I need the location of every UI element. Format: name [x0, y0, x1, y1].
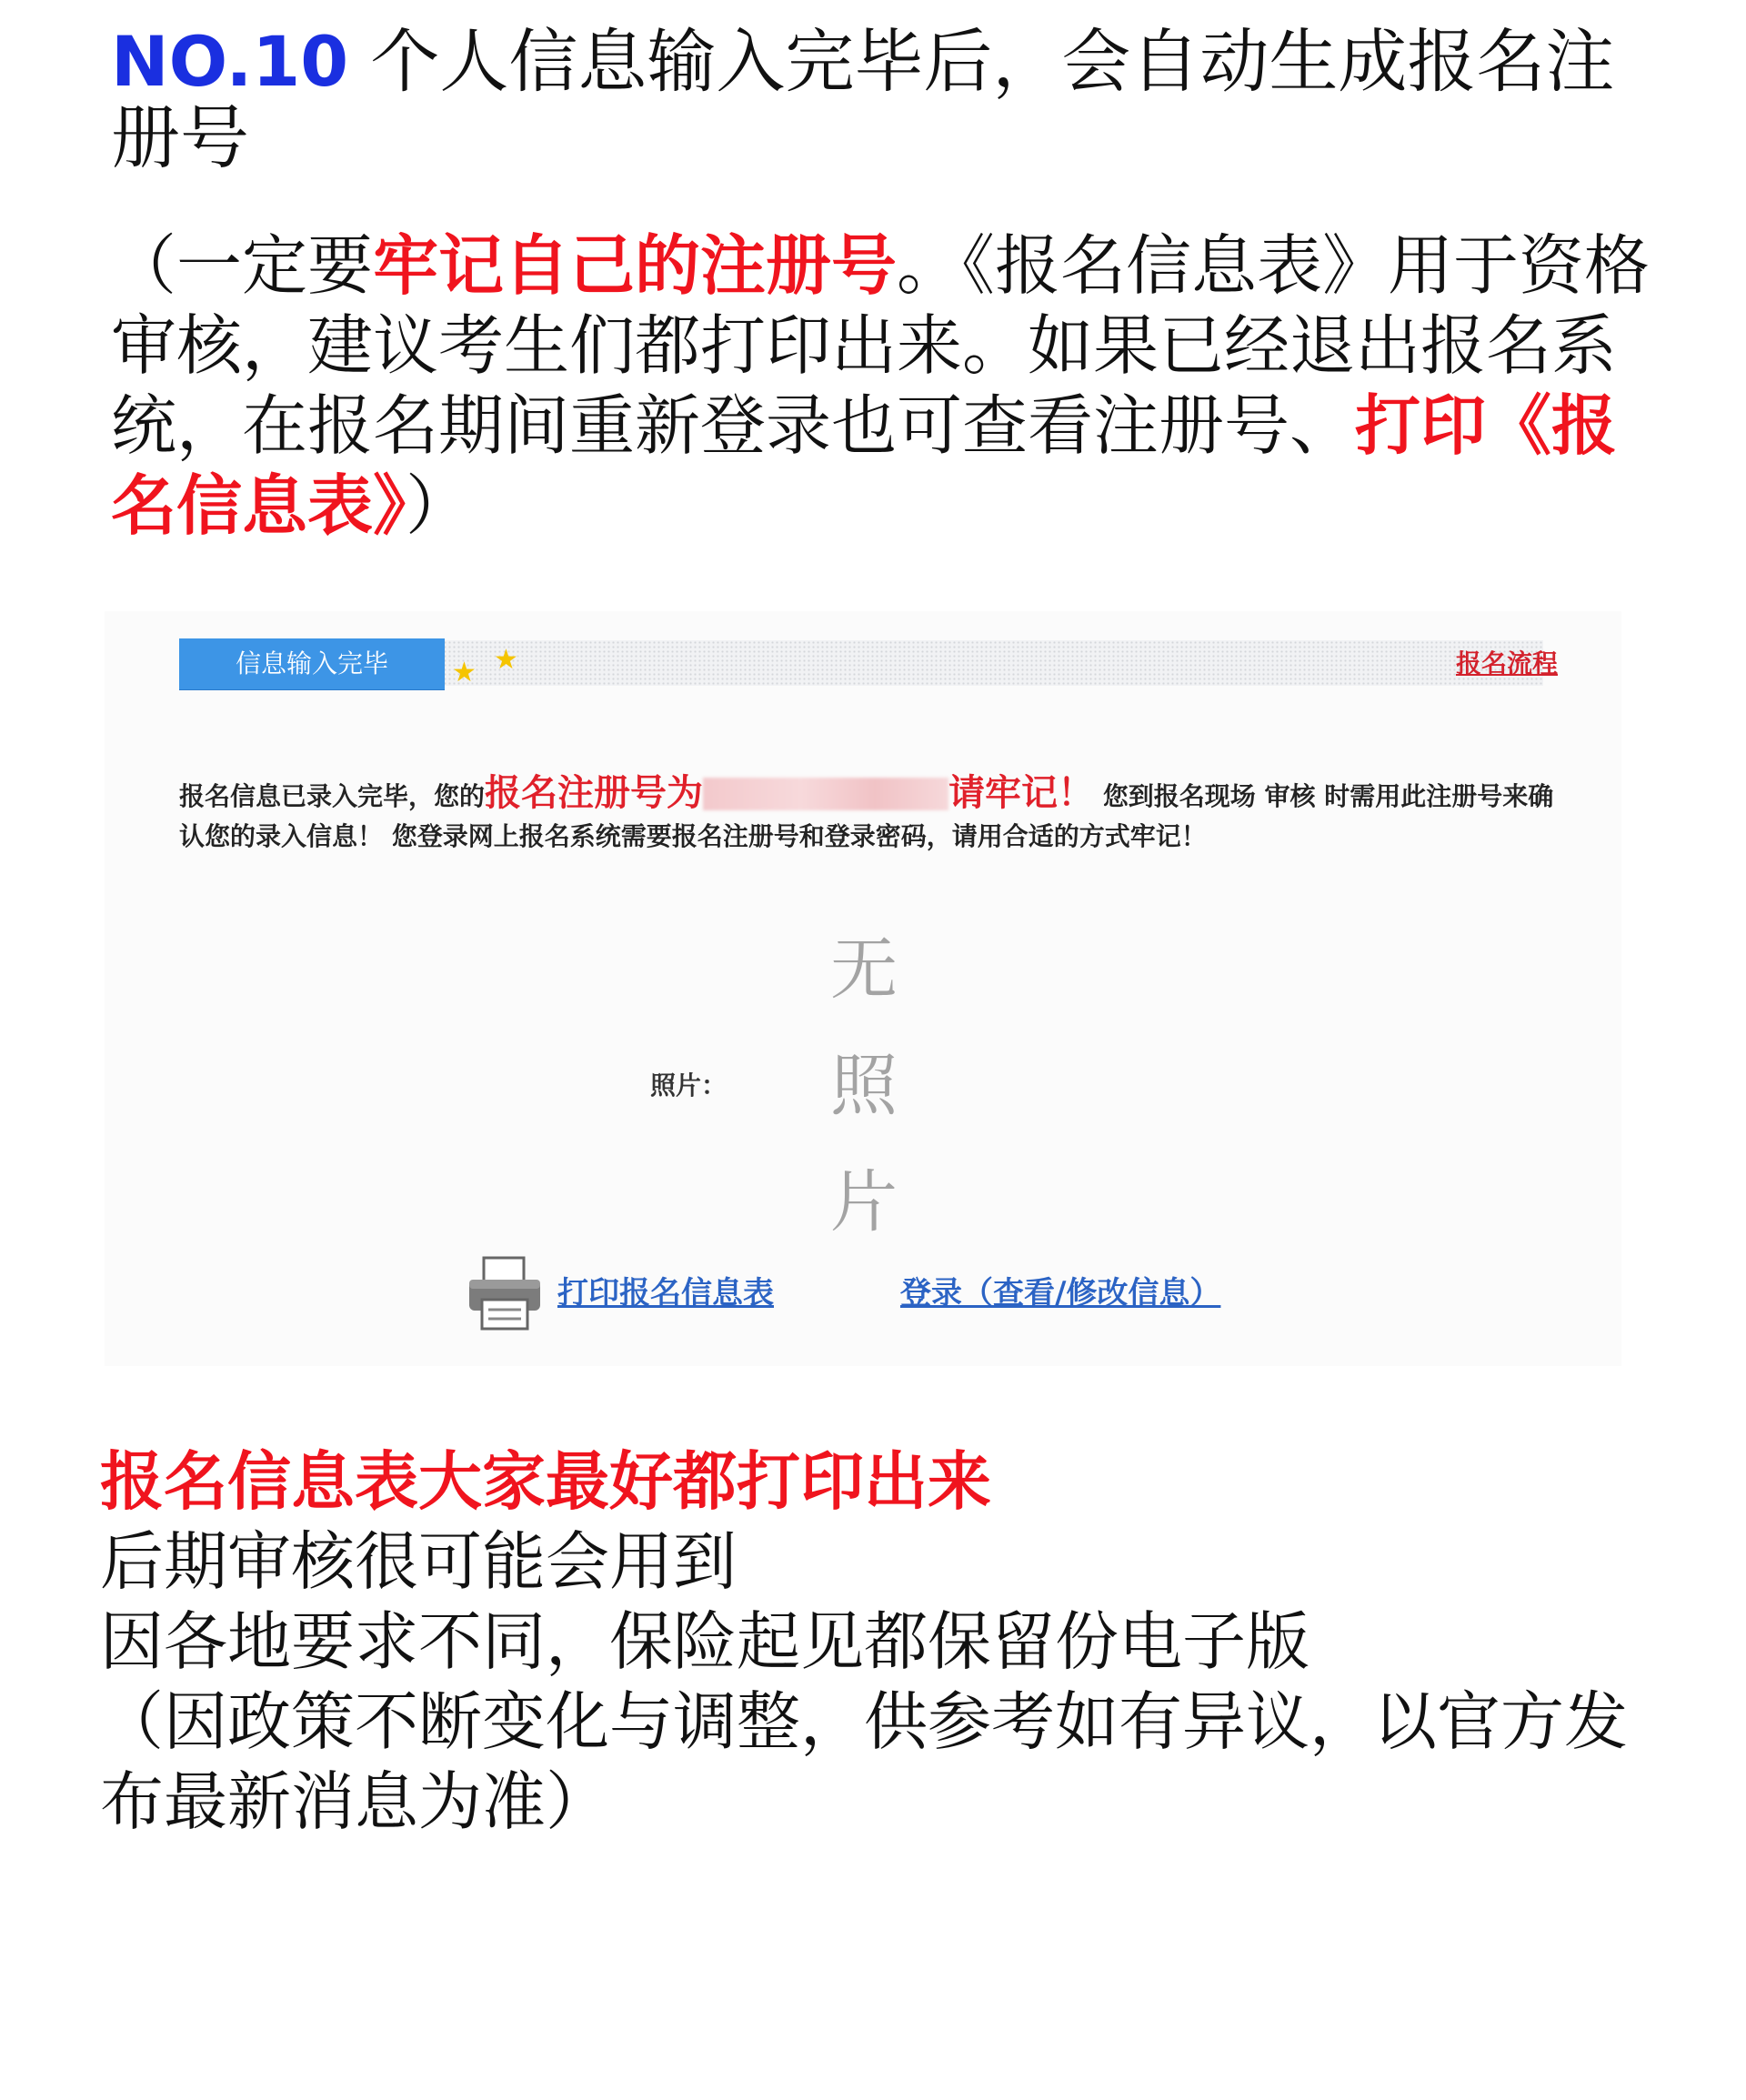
footer-headline: 报名信息表大家最好都打印出来: [100, 1444, 991, 1519]
footer-disclaimer: （因政策不断变化与调整，供参考如有异议，以官方发布最新消息为准）: [100, 1684, 1628, 1839]
note-paragraph: [111, 226, 1657, 546]
printer-icon[interactable]: [464, 1252, 546, 1334]
no-photo-char: 片: [830, 1163, 898, 1241]
note-emphasis-print: 打印《报名信息表》: [111, 387, 1618, 544]
login-link[interactable]: 登录（查看/修改信息）: [900, 1275, 1221, 1311]
note-close: ）: [406, 467, 472, 544]
print-form-link[interactable]: 打印报名信息表: [557, 1275, 774, 1311]
no-photo-char: 照: [830, 1047, 898, 1125]
completion-message: [179, 773, 1561, 857]
flow-link[interactable]: 报名流程: [1455, 648, 1558, 678]
registration-screenshot: [105, 611, 1621, 1366]
reg-number-blurred: [703, 778, 948, 810]
photo-placeholder: [823, 911, 905, 1261]
step-tab[interactable]: 信息输入完毕: [179, 638, 445, 689]
footer-line: 后期审核很可能会用到: [100, 1524, 737, 1599]
star-icon: ★: [452, 657, 477, 688]
star-icon: ★: [494, 644, 518, 676]
remember-text: 请牢记！: [948, 771, 1095, 814]
footer-notes: [100, 1442, 1682, 1842]
note-body: 。《报名信息表》用于资格审核，建议考生们都打印出来。如果已经退出报名系统，在报名期间重新登录也可查看注册号、: [111, 227, 1651, 464]
step-number: NO.10: [111, 21, 349, 102]
no-photo-char: 无: [830, 930, 898, 1009]
photo-label: 照片：: [650, 1070, 728, 1100]
note-emphasis-remember: 牢记自己的注册号: [373, 227, 898, 304]
message-prefix: 报名信息已录入完毕，您的: [179, 781, 486, 811]
message-suffix: 您到报名现场 审核 时需用此注册号来确认您的录入信息！ 您登录网上报名系统需要报名注册号和登录密码，请用合适的方式牢记！: [179, 781, 1554, 851]
step-title: 个人信息输入完毕后，会自动生成报名注册号: [111, 21, 1615, 178]
reg-number-label: 报名注册号为: [485, 771, 704, 814]
note-open: （一定要: [111, 227, 374, 304]
step-heading: [111, 21, 1639, 178]
footer-line: 因各地要求不同，保险起见都保留份电子版: [100, 1604, 1310, 1679]
